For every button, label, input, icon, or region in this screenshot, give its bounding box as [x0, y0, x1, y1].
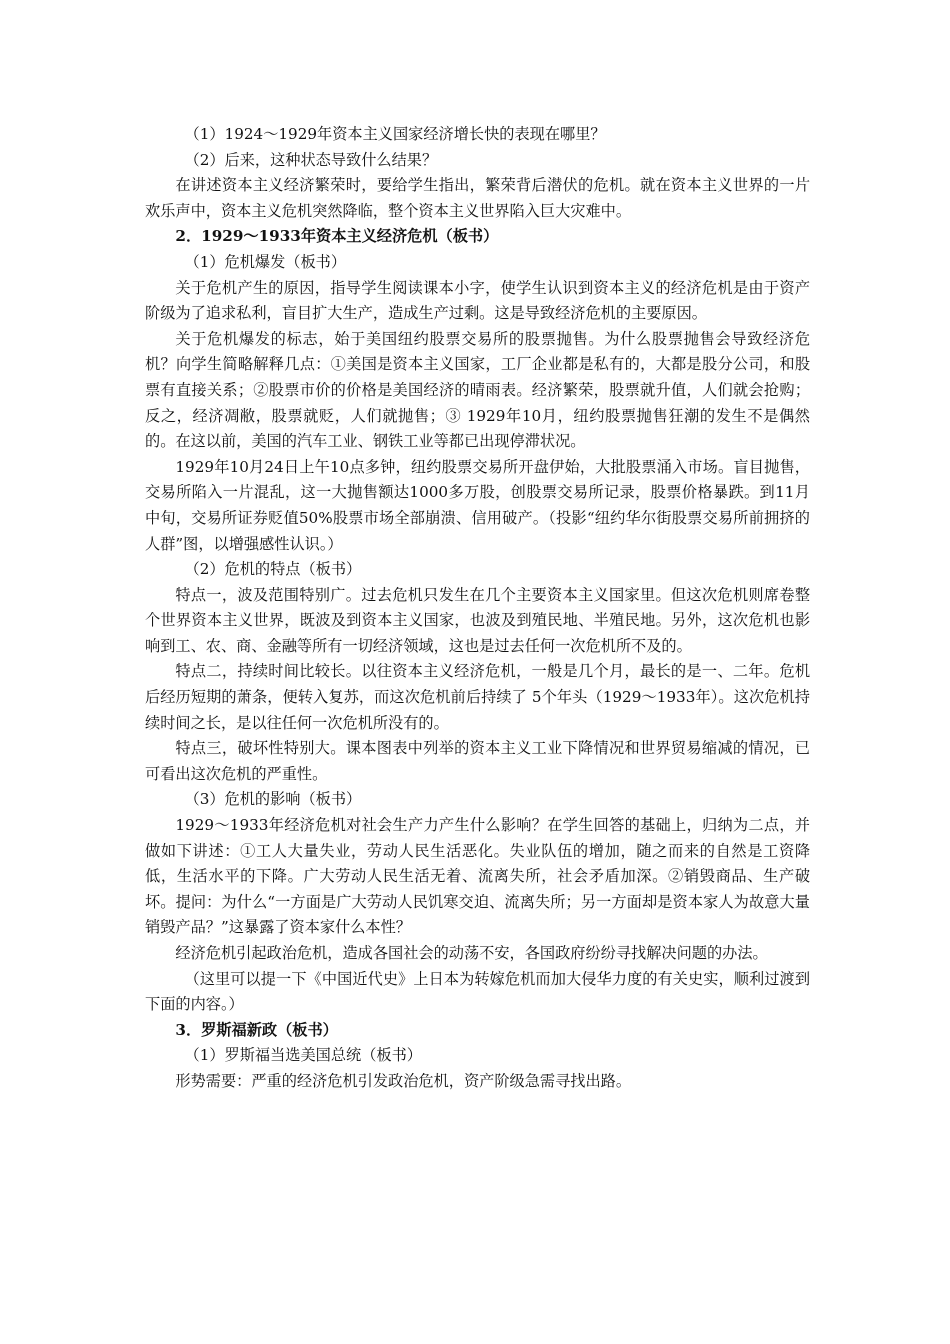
subheading-crisis-features: （2）危机的特点（板书） — [184, 560, 362, 579]
paragraph-situation-need: 形势需要：严重的经济危机引发政治危机，资产阶级急需寻找出路。 — [175, 1071, 632, 1090]
paragraph-feature-two: 特点二，持续时间比较长。以往资本主义经济危机，一般是几个月，最长的是一、二年。危机后经历短期的萧条，便转入复苏，而这次危机前后持续了 5个年头（1929～1933年）。这次危机持续时间之长，是以往任何一次危机所没有的。 — [145, 662, 810, 732]
question-2: （2）后来，这种状态导致什么结果？ — [184, 150, 438, 169]
subheading-crisis-outbreak: （1）危机爆发（板书） — [184, 252, 347, 271]
section-heading-economic-crisis: 2．1929～1933年资本主义经济危机（板书） — [175, 227, 499, 246]
paragraph-crisis-sign: 关于危机爆发的标志，始于美国纽约股票交易所的股票抛售。为什么股票抛售会导致经济危机？向学生简略解释几点：①美国是资本主义国家，工厂企业都是私有的，大都是股分公司，和股票有直接关系；②股票市价的价格是美国经济的晴雨表。经济繁荣，股票就升值，人们就会抢购；反之，经济凋敝，股票就贬，人们就抛售；③ 1929年10月，纽约股票抛售狂潮的发生不是偶然的。在这以前，美国的汽车工业、钢铁工业等都已出现停滞状况。 — [145, 329, 810, 451]
subheading-crisis-impact: （3）危机的影响（板书） — [184, 790, 362, 809]
paragraph-political-crisis: 经济危机引起政治危机，造成各国社会的动荡不安，各国政府纷纷寻找解决问题的办法。 — [175, 944, 768, 962]
subheading-roosevelt-elected: （1）罗斯福当选美国总统（板书） — [184, 1046, 422, 1065]
section-heading-new-deal: 3．罗斯福新政（板书） — [175, 1020, 338, 1039]
question-1: （1）1924～1929年资本主义国家经济增长快的表现在哪里？ — [184, 125, 606, 143]
paragraph-feature-three: 特点三，破坏性特别大。课本图表中列举的资本主义工业下降情况和世界贸易缩减的情况，已可看出这次危机的严重性。 — [145, 739, 810, 783]
paragraph-stock-crash: 1929年10月24日上午10点多钟，纽约股票交易所开盘伊始，大批股票涌入市场。盲目抛售，交易所陷入一片混乱，这一大抛售额达1000多万股，创股票交易所记录，股票价格暴跌。到11月中旬，交易所证券贬值50%股票市场全部崩溃、信用破产。（投影“纽约华尔街股票交易所前拥挤的人群”图，以增强感性认识。） — [145, 457, 810, 553]
paragraph-impact-detail: 1929～1933年经济危机对社会生产力产生什么影响？在学生回答的基础上，归纳为二点，并做如下讲述：①工人大量失业，劳动人民生活恶化。失业队伍的增加，随之而来的自然是工资降低，生活水平的下降。广大劳动人民生活无着、流离失所，社会矛盾加深。②销毁商品、生产破坏。提问：为什么“一方面是广大劳动人民饥寒交迫、流离失所；另一方面却是资本家人为故意大量销毁产品？”这暴露了资本家什么本性？ — [145, 816, 810, 937]
paragraph-feature-one: 特点一，波及范围特别广。过去危机只发生在几个主要资本主义国家里。但这次危机则席卷整个世界资本主义世界，既波及到资本主义国家，也波及到殖民地、半殖民地。另外，这次危机也影响到工、农、商、金融等所有一切经济领域，这也是过去任何一次危机所不及的。 — [145, 585, 810, 655]
paragraph-crisis-cause: 关于危机产生的原因，指导学生阅读课本小字，使学生认识到资本主义的经济危机是由于资产阶级为了追求私利，盲目扩大生产，造成生产过剩。这是导致经济危机的主要原因。 — [145, 278, 810, 323]
paragraph-transition-note: （这里可以提一下《中国近代史》上日本为转嫁危机而加大侵华力度的有关史实，顺利过渡到下面的内容。） — [145, 969, 810, 1014]
document-page — [145, 122, 810, 1095]
paragraph-prosperity-crisis: 在讲述资本主义经济繁荣时，要给学生指出，繁荣背后潜伏的危机。就在资本主义世界的一片欢乐声中，资本主义危机突然降临，整个资本主义世界陷入巨大灾难中。 — [145, 176, 810, 220]
